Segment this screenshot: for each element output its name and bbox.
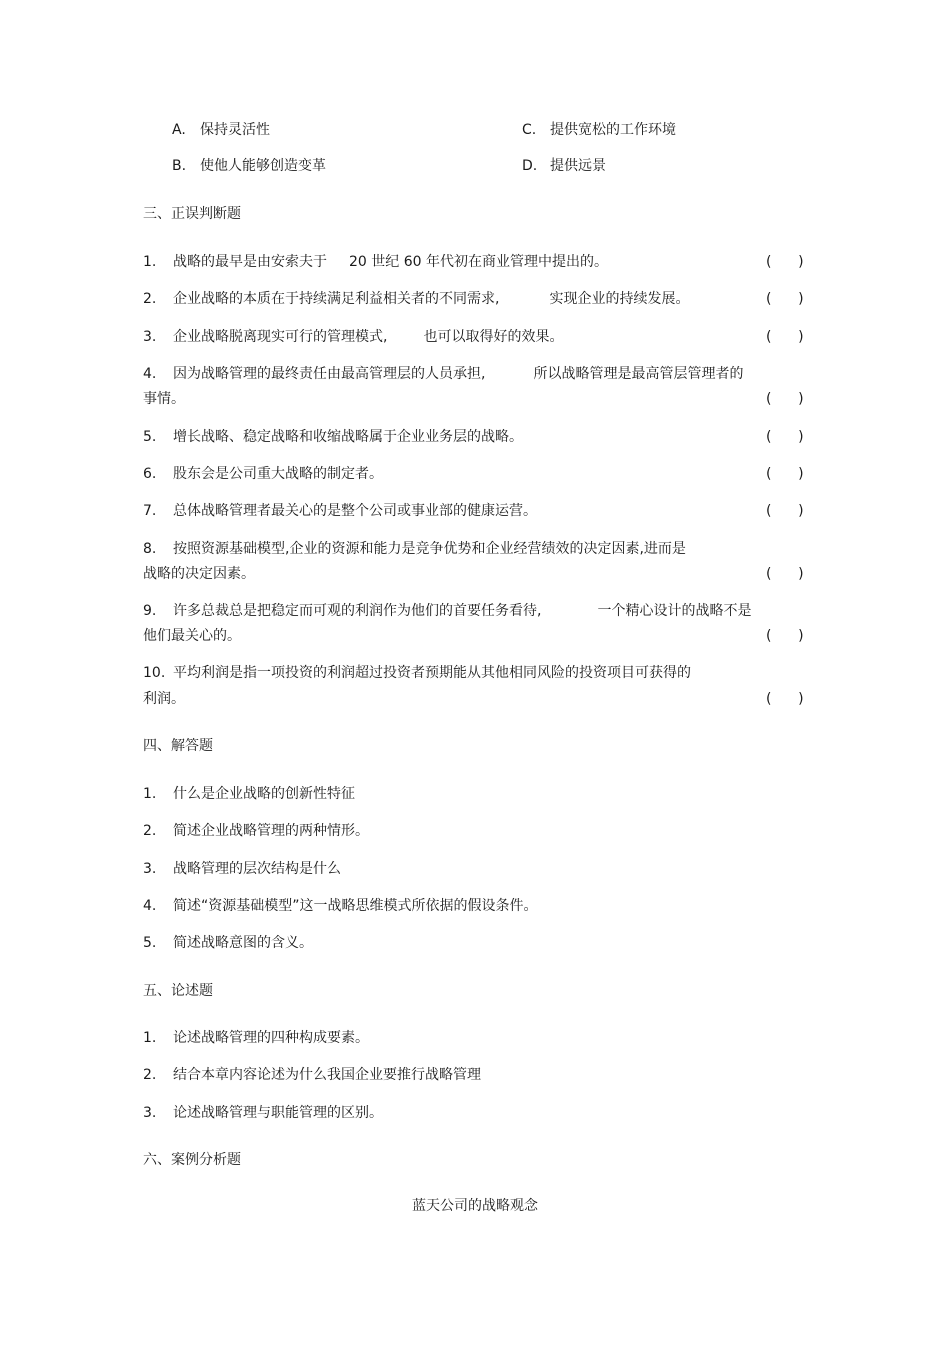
- item-text: 结合本章内容论述为什么我国企业要推行战略管理: [173, 1067, 481, 1083]
- item-number: 1.: [143, 786, 157, 802]
- option-letter: A.: [172, 122, 186, 138]
- item-text: 论述战略管理与职能管理的区别。: [173, 1105, 383, 1121]
- item-text: 企业战略脱离现实可行的管理模式,: [173, 329, 388, 345]
- answer-blank: ( ): [766, 691, 804, 707]
- option-letter: B.: [172, 158, 187, 174]
- qa-item-2: [143, 822, 369, 840]
- case-title: 蓝天公司的战略观念: [412, 1198, 538, 1214]
- item-text-cont: 实现企业的持续发展。: [549, 291, 690, 307]
- item-text: 许多总裁总是把稳定而可观的利润作为他们的首要任务看待,: [173, 603, 542, 619]
- option-a: [172, 121, 270, 139]
- item-number: 1.: [143, 1030, 157, 1046]
- tf-item-9-wrap: 他们最关心的。: [143, 628, 241, 644]
- item-number: 9.: [143, 603, 157, 619]
- item-number: 4.: [143, 366, 157, 382]
- tf-item-10: [143, 664, 691, 682]
- option-letter: D.: [522, 158, 538, 174]
- qa-item-1: [143, 785, 355, 803]
- item-text: 简述“资源基础模型”这一战略思维模式所依据的假设条件。: [173, 898, 538, 914]
- option-b: [172, 157, 326, 175]
- option-text: 保持灵活性: [200, 122, 270, 138]
- tf-item-5: [143, 428, 523, 446]
- item-number: 7.: [143, 503, 157, 519]
- item-number: 1.: [143, 254, 157, 270]
- option-text: 提供宽松的工作环境: [550, 122, 676, 138]
- item-text-cont: 也可以取得好的效果。: [423, 329, 564, 345]
- essay-item-1: [143, 1029, 369, 1047]
- item-text: 增长战略、稳定战略和收缩战略属于企业业务层的战略。: [173, 429, 523, 445]
- item-text: 平均利润是指一项投资的利润超过投资者预期能从其他相同风险的投资项目可获得的: [173, 665, 691, 681]
- answer-blank: ( ): [766, 628, 804, 644]
- item-number: 2.: [143, 823, 157, 839]
- section-heading-essay: 五、论述题: [143, 983, 213, 999]
- item-number: 10.: [143, 665, 166, 681]
- option-d: [522, 157, 606, 175]
- item-text: 总体战略管理者最关心的是整个公司或事业部的健康运营。: [173, 503, 537, 519]
- tf-item-7: [143, 502, 537, 520]
- essay-item-2: [143, 1066, 481, 1084]
- tf-item-10-wrap: 利润。: [143, 691, 185, 707]
- answer-blank: ( ): [766, 329, 804, 345]
- item-text-cont: 一个精心设计的战略不是: [597, 603, 752, 619]
- tf-item-8-wrap: 战略的决定因素。: [143, 566, 255, 582]
- tf-item-1: [143, 253, 608, 271]
- item-text-cont: 20 世纪 60 年代初在商业管理中提出的。: [349, 254, 608, 270]
- option-text: 提供远景: [550, 158, 606, 174]
- answer-blank: ( ): [766, 254, 804, 270]
- answer-blank: ( ): [766, 291, 804, 307]
- item-number: 3.: [143, 1105, 157, 1121]
- tf-item-8: [143, 540, 686, 558]
- answer-blank: ( ): [766, 429, 804, 445]
- qa-item-5: [143, 934, 313, 952]
- item-text: 企业战略的本质在于持续满足利益相关者的不同需求,: [173, 291, 500, 307]
- answer-blank: ( ): [766, 503, 804, 519]
- item-text: 按照资源基础模型,企业的资源和能力是竞争优势和企业经营绩效的决定因素,进而是: [173, 541, 686, 557]
- item-number: 5.: [143, 429, 157, 445]
- tf-item-4-wrap: 事情。: [143, 391, 185, 407]
- item-number: 3.: [143, 329, 157, 345]
- item-number: 2.: [143, 291, 157, 307]
- answer-blank: ( ): [766, 566, 804, 582]
- item-number: 4.: [143, 898, 157, 914]
- item-text: 股东会是公司重大战略的制定者。: [173, 466, 383, 482]
- option-text: 使他人能够创造变革: [200, 158, 326, 174]
- item-text: 简述战略意图的含义。: [173, 935, 313, 951]
- tf-item-4: [143, 365, 743, 383]
- item-text-cont: 所以战略管理是最高管层管理者的: [533, 366, 744, 382]
- item-text: 什么是企业战略的创新性特征: [173, 786, 355, 802]
- item-text: 战略管理的层次结构是什么: [173, 861, 341, 877]
- item-number: 3.: [143, 861, 157, 877]
- section-heading-case: 六、案例分析题: [143, 1152, 241, 1168]
- item-number: 8.: [143, 541, 157, 557]
- qa-item-3: [143, 860, 341, 878]
- tf-item-2: [143, 290, 689, 308]
- section-heading-qa: 四、解答题: [143, 738, 213, 754]
- section-heading-true-false: 三、正误判断题: [143, 206, 241, 222]
- tf-item-9: [143, 602, 751, 620]
- item-text: 简述企业战略管理的两种情形。: [173, 823, 369, 839]
- answer-blank: ( ): [766, 391, 804, 407]
- tf-item-3: [143, 328, 563, 346]
- tf-item-6: [143, 465, 383, 483]
- item-number: 6.: [143, 466, 157, 482]
- essay-item-3: [143, 1104, 383, 1122]
- option-letter: C.: [522, 122, 537, 138]
- qa-item-4: [143, 897, 538, 915]
- item-text: 战略的最早是由安索夫于: [173, 254, 327, 270]
- item-number: 2.: [143, 1067, 157, 1083]
- option-c: [522, 121, 676, 139]
- item-number: 5.: [143, 935, 157, 951]
- answer-blank: ( ): [766, 466, 804, 482]
- item-text: 论述战略管理的四种构成要素。: [173, 1030, 369, 1046]
- item-text: 因为战略管理的最终责任由最高管理层的人员承担,: [173, 366, 486, 382]
